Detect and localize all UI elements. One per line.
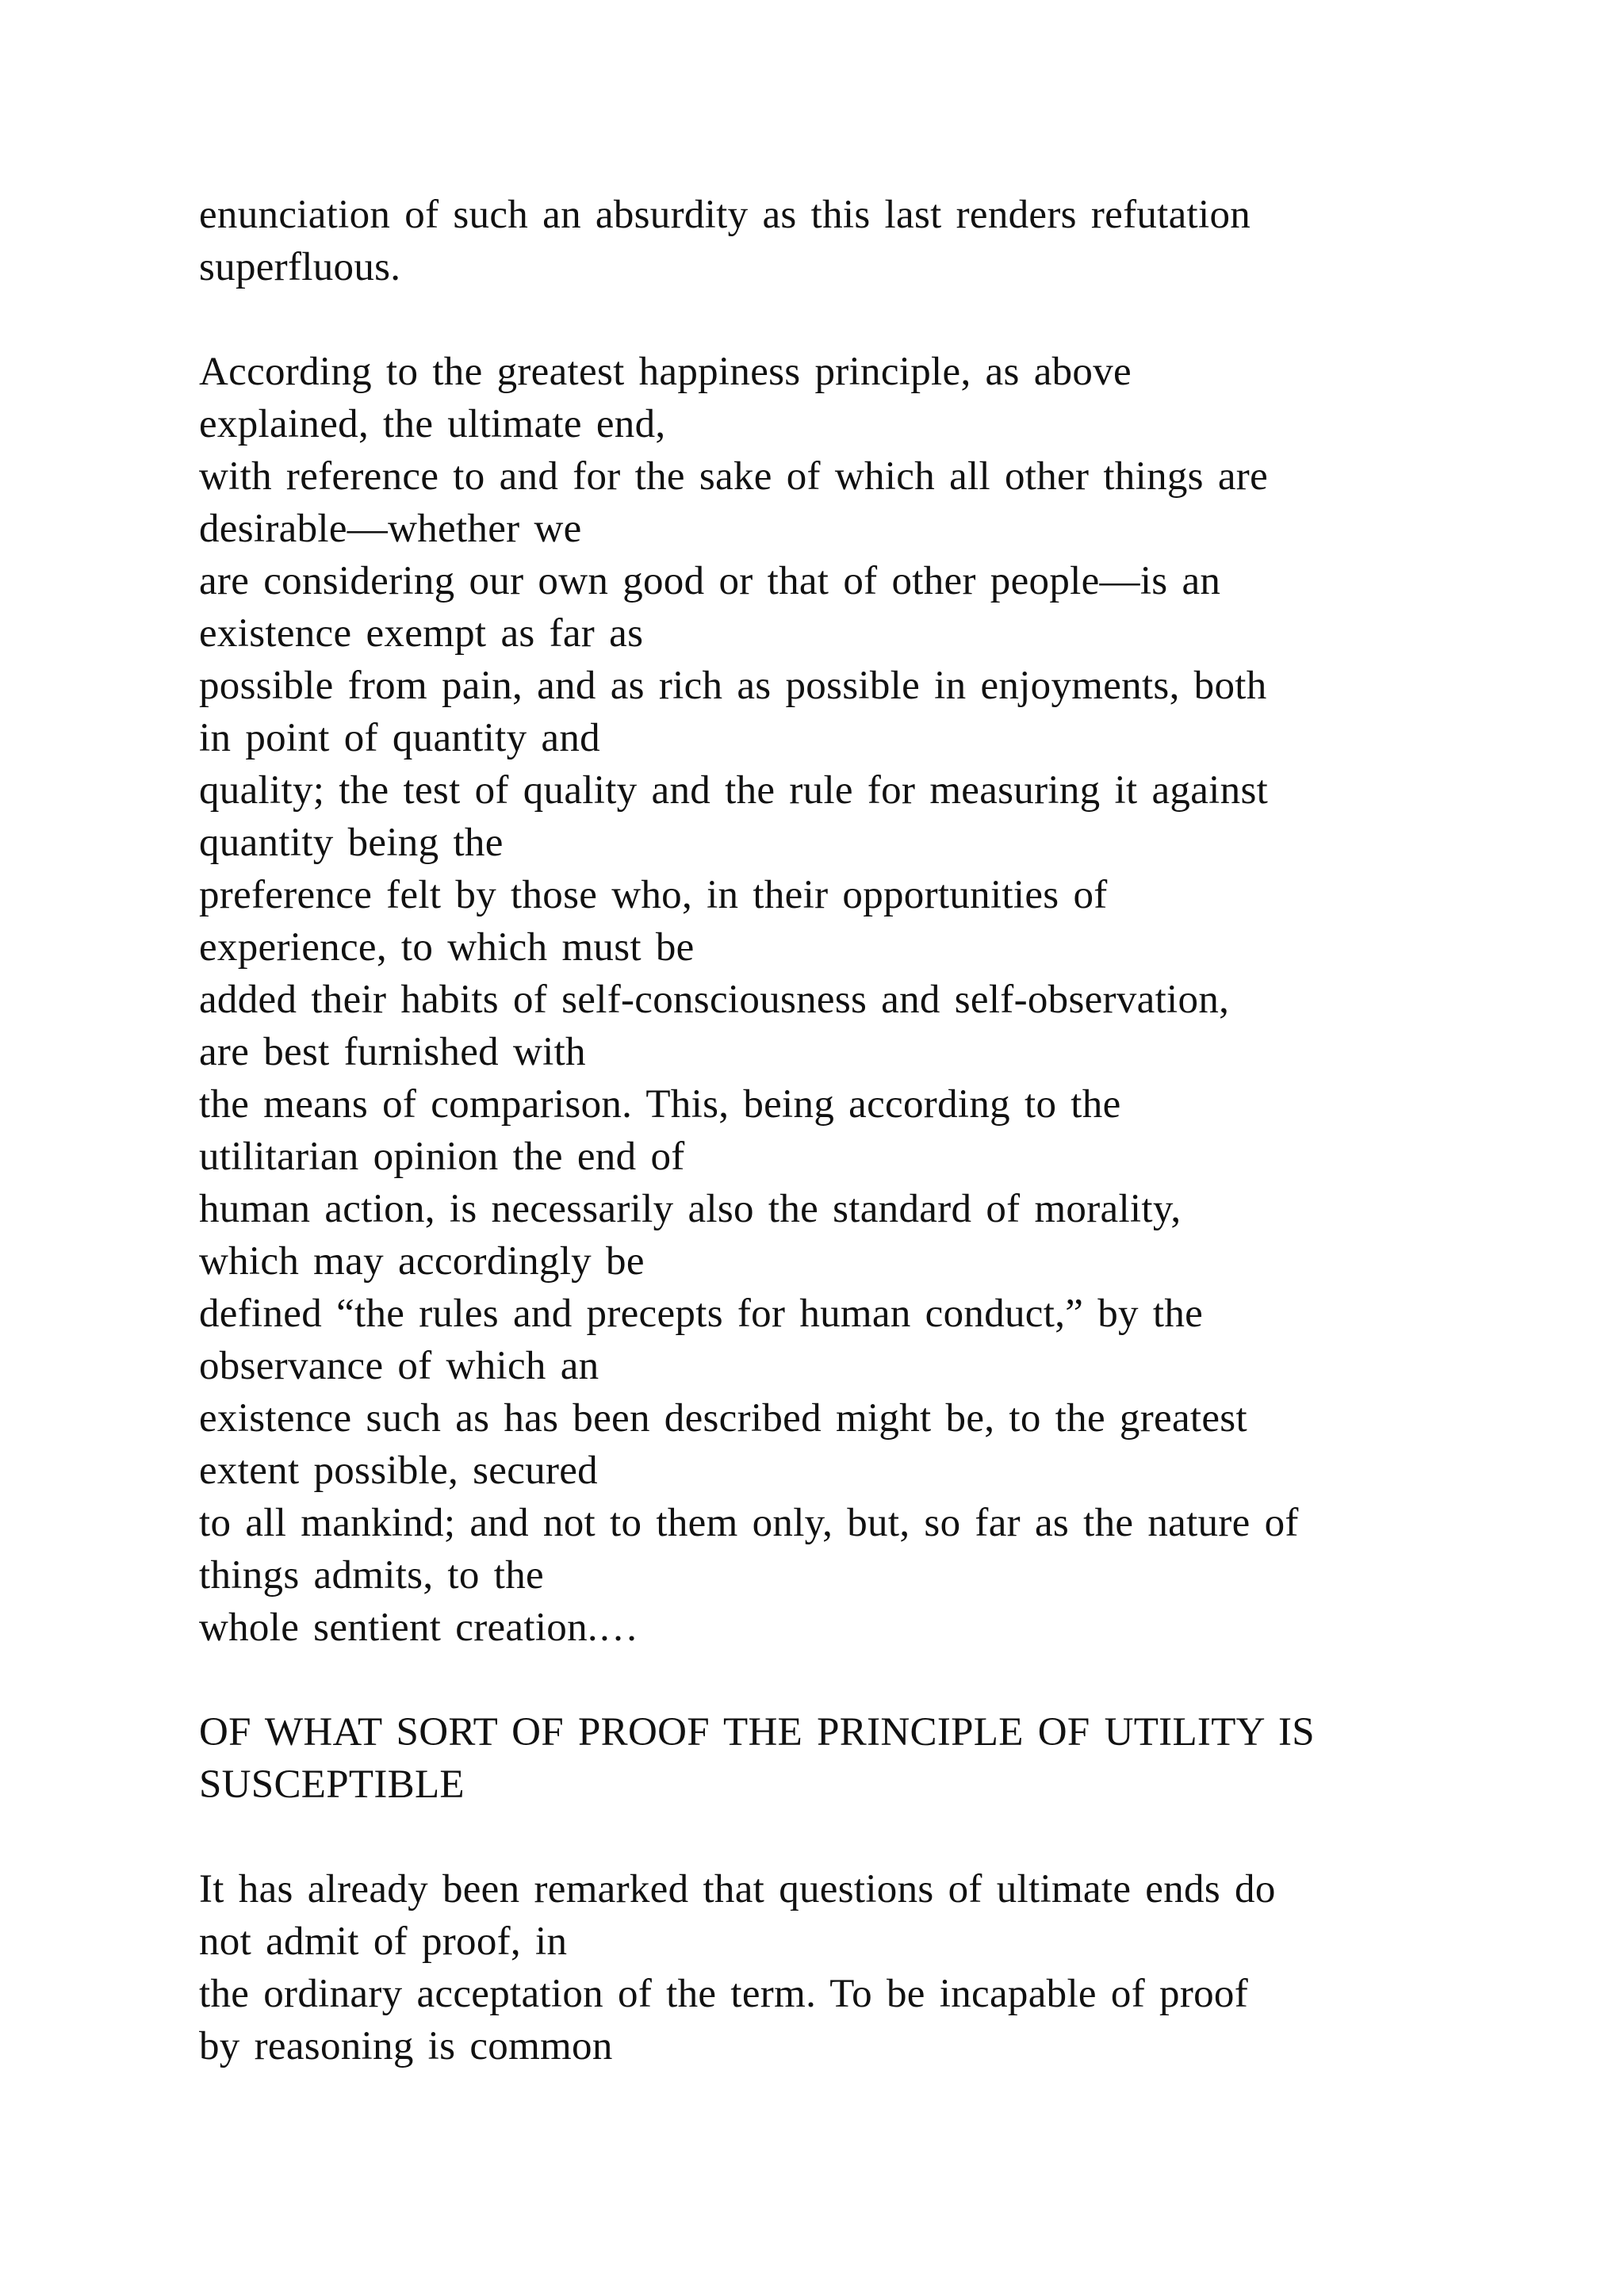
text-line: existence exempt as far as [199, 611, 644, 656]
text-line: extent possible, secured [199, 1448, 598, 1493]
text-line: quantity being the [199, 821, 504, 865]
paragraph-break [199, 1654, 1468, 1706]
text-line: defined “the rules and precepts for human conduct,” by the [199, 1292, 1204, 1336]
text-line: quality; the test of quality and the rule for measuring it against [199, 768, 1269, 813]
text-line: possible from pain, and as rich as possible in enjoyments, both [199, 664, 1267, 708]
text-line: the means of comparison. This, being according to the [199, 1082, 1121, 1127]
text-line: in point of quantity and [199, 716, 600, 760]
text-line: by reasoning is common [199, 2024, 613, 2068]
text-line: are considering our own good or that of other people—is an [199, 559, 1221, 603]
text-line: enunciation of such an absurdity as this last renders refutation [199, 193, 1251, 237]
text-line: It has already been remarked that questions of ultimate ends do [199, 1867, 1276, 1911]
text-line: with reference to and for the sake of which all other things are [199, 454, 1269, 499]
text-line: explained, the ultimate end, [199, 402, 666, 446]
text-line: which may accordingly be [199, 1239, 645, 1284]
text-line: existence such as has been described might be, to the greatest [199, 1396, 1247, 1441]
paragraph-break [199, 293, 1468, 346]
text-line: to all mankind; and not to them only, but, so far as the nature of [199, 1501, 1299, 1545]
text-line: experience, to which must be [199, 925, 695, 970]
text-line: added their habits of self-consciousness and self-observation, [199, 978, 1230, 1022]
paragraph-break [199, 1811, 1468, 1863]
text-line: whole sentient creation.… [199, 1605, 639, 1650]
body-text [199, 189, 1468, 2072]
text-line: things admits, to the [199, 1553, 544, 1598]
text-line: SUSCEPTIBLE [199, 1762, 465, 1807]
text-line: OF WHAT SORT OF PROOF THE PRINCIPLE OF UTILITY IS [199, 1710, 1315, 1755]
text-line: desirable—whether we [199, 507, 582, 551]
text-line: preference felt by those who, in their opportunities of [199, 873, 1108, 917]
text-line: According to the greatest happiness principle, as above [199, 350, 1132, 394]
text-line: not admit of proof, in [199, 1919, 568, 1964]
text-line: superfluous. [199, 245, 401, 289]
text-line: observance of which an [199, 1344, 599, 1388]
text-line: human action, is necessarily also the standard of morality, [199, 1187, 1182, 1231]
text-line: utilitarian opinion the end of [199, 1135, 685, 1179]
text-line: are best furnished with [199, 1030, 586, 1074]
text-line: the ordinary acceptation of the term. To be incapable of proof [199, 1972, 1249, 2016]
